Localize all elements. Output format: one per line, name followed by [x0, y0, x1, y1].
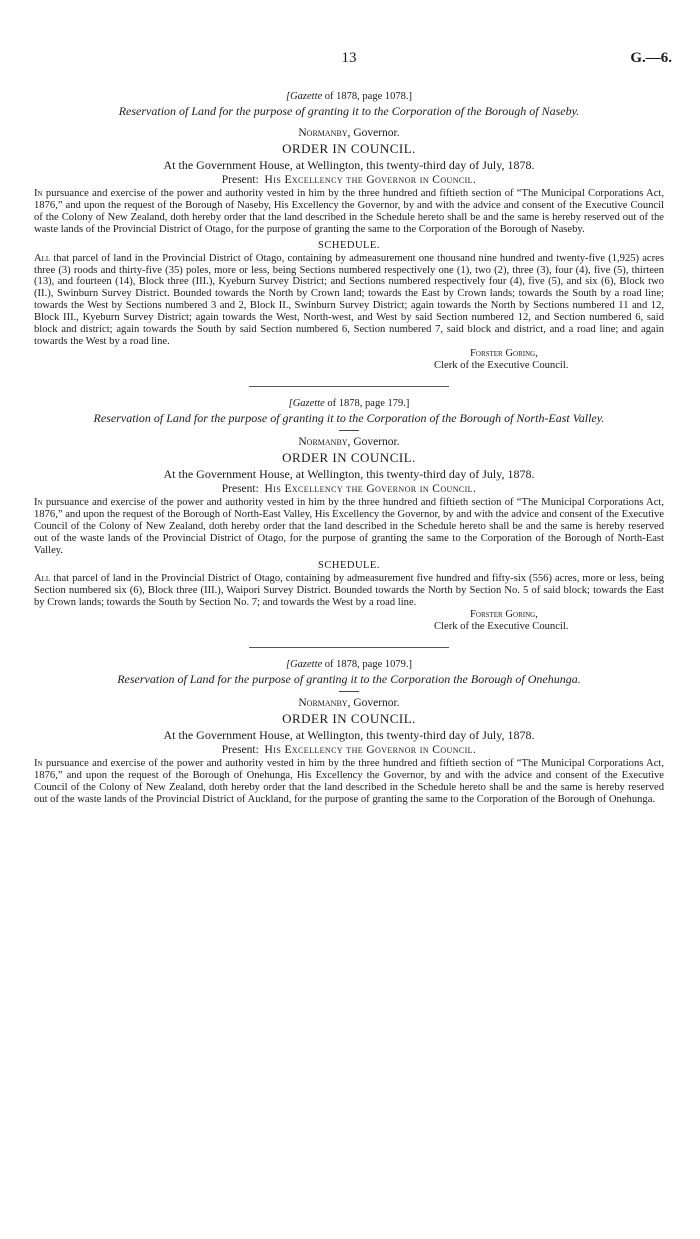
section-divider [249, 647, 449, 648]
gazette-reference: [Gazette of 1878, page 1078.] [286, 91, 412, 102]
section-title: Reservation of Land for the purpose of granting it to the Corporation of the Borough of Naseby. [118, 104, 580, 118]
signatory-title: Clerk of the Executive Council. [434, 359, 569, 371]
schedule-heading: SCHEDULE. [318, 239, 380, 251]
document-reference: G.—6. [630, 50, 672, 66]
section-title: Reservation of Land for the purpose of granting it to the Corporation the Borough of Onehunga. [117, 672, 581, 687]
present-line: Present: His Excellency the Governor in Council. [221, 174, 477, 186]
schedule-heading: SCHEDULE. [318, 560, 380, 572]
schedule-body: All that parcel of land in the Provincial District of Otago, containing by admeasurement five hundred and fifty-six (556) acres, more or less, being Section numbered six (6), Block three (III.), Waipori Survey District. Bounded towards the North by Section No. 5 of said block; towards the East by Crown lands; towards the South by Section No. 7; and towards the West by a road line. [34, 573, 664, 609]
order-body: In pursuance and exercise of the power and authority vested in him by the three hundred and fiftieth section of “The Municipal Corporations Act, 1876,” and upon the request of the Borough of Onehunga, His Excellency the Governor, by and with the advice and consent of the Executive Council of the Colony of New Zealand, doth hereby order that the land described in the Schedule hereto shall be and the same is hereby reserved out of the waste lands of the Provincial District of Auckland, for the purpose of granting the same to the Corporation of the Borough of Onehunga. [34, 758, 665, 805]
signature-block [434, 348, 664, 372]
order-body: In pursuance and exercise of the power and authority vested in him by the three hundred and fiftieth section of “The Municipal Corporations Act, 1876,” and upon the request of the Borough of Naseby, His Excellency the Governor, by and with the advice and consent of the Executive Council of the Colony of New Zealand, doth hereby order that the land described in the Schedule hereto shall be and the same is hereby reserved out of the waste lands of the Provincial District of Otago, for the purpose of granting the same to the Corporation of the Borough of Naseby. [34, 188, 665, 235]
title-rule [339, 691, 359, 692]
present-line: Present: His Excellency the Governor in Council. [221, 744, 477, 757]
governor-line: Normanby, Governor. [298, 697, 400, 710]
location-date: At the Government House, at Wellington, this twenty-third day of July, 1878. [163, 158, 535, 172]
title-rule [339, 430, 359, 431]
order-body: In pursuance and exercise of the power and authority vested in him by the three hundred and fiftieth section of “The Municipal Corporations Act, 1876,” and upon the request of the Borough of North-East Valley, His Excellency the Governor, by and with the advice and consent of the Executive Council of the Colony of New Zealand, doth hereby order that the land described in the Schedule hereto shall be and the same is hereby reserved out of the waste lands of the Provincial District of Otago, for the purpose of granting the same to the Corporation of the Borough of North-East Valley. [34, 496, 665, 556]
order-heading: ORDER IN COUNCIL. [282, 141, 416, 156]
page-header [34, 0, 672, 66]
governor-line: Normanby, Governor. [298, 435, 400, 448]
signatory-title: Clerk of the Executive Council. [434, 621, 569, 633]
signatory-name: Forster Goring, [470, 347, 538, 359]
order-section-onehunga [34, 658, 664, 806]
section-divider [249, 386, 449, 387]
order-heading: ORDER IN COUNCIL. [282, 449, 416, 465]
governor-line: Normanby, Governor. [298, 127, 400, 139]
signatory-name: Forster Goring, [470, 609, 538, 621]
gazette-reference: [Gazette of 1878, page 1079.] [286, 659, 412, 671]
order-section-north-east-valley [34, 397, 664, 633]
signature-block [434, 609, 664, 633]
location-date: At the Government House, at Wellington, this twenty-third day of July, 1878. [163, 466, 535, 481]
gazette-reference: [Gazette of 1878, page 179.] [288, 397, 410, 409]
present-line: Present: His Excellency the Governor in Council. [221, 482, 477, 495]
order-section-naseby [34, 90, 664, 372]
schedule-body: All that parcel of land in the Provincial District of Otago, containing by admeasurement one thousand nine hundred and twenty-five (1,925) acres three (3) roods and thirty-five (35) poles, more or less, being Sections numbered respectively one (1), two (2), three (3), four (4), five (5), thirteen (13), and fourteen (14), Block three (III.), Kyeburn Survey District; and Sections numbered respectively four (4), five (5), and six (6), Block two (II.), Swinburn Survey District. Bounded towards the North by Crown land; towards the East by Crown lands; towards the South by a road line; towards the West by Sections numbered 3 and 2, Block II., Swinburn Survey District; again towards the North by Sections numbered 11 and 12, Block III., Kyeburn Survey District; again towards the West, North-west, and West by said Section numbered 12, and Section numbered 6, said block and district; again towards the South by said Section numbered 6, Section numbered 7, said block and district, and a road line; and again towards the West by a road line. [34, 252, 664, 347]
order-heading: ORDER IN COUNCIL. [282, 711, 416, 727]
section-title: Reservation of Land for the purpose of granting it to the Corporation of the Borough of North-East Valley. [93, 410, 605, 425]
document-page [34, 0, 672, 806]
location-date: At the Government House, at Wellington, this twenty-third day of July, 1878. [163, 728, 535, 743]
page-number: 13 [341, 50, 357, 66]
